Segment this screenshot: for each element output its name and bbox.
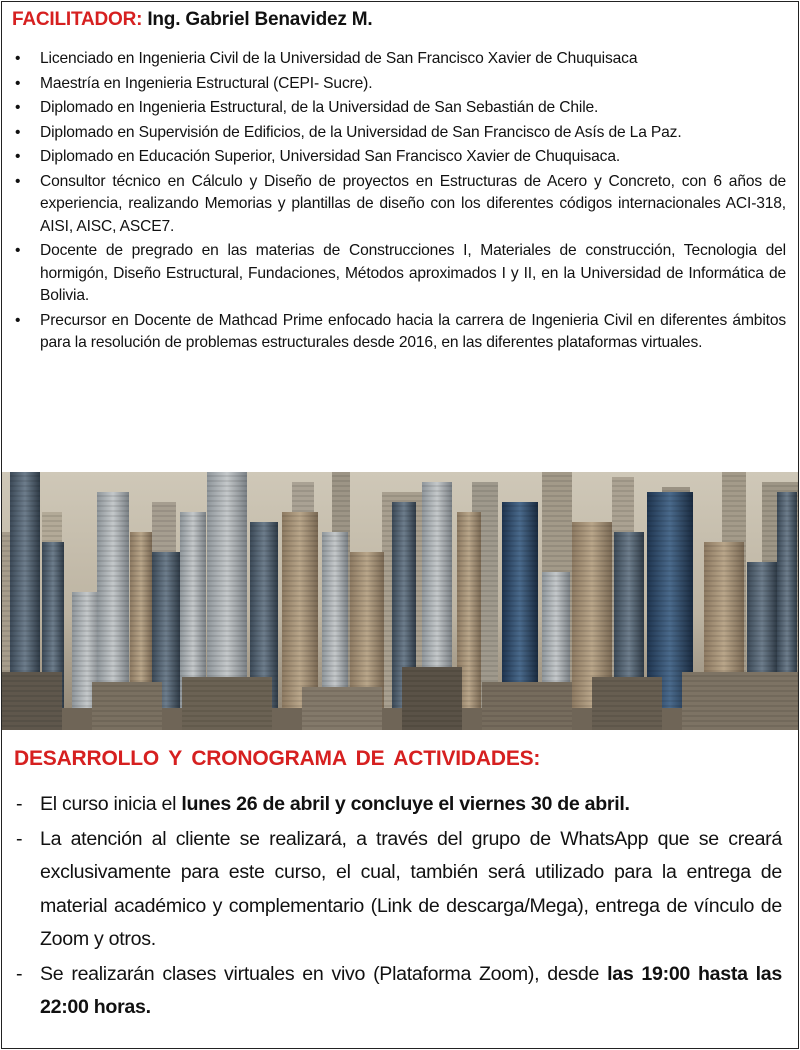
dash-bullet: -: [16, 962, 23, 985]
tower-windows: [482, 682, 572, 730]
bullet-icon: •: [15, 50, 21, 67]
bullet-icon: •: [15, 311, 21, 329]
facilitator-name: Ing. Gabriel Benavidez M.: [142, 9, 373, 30]
activity-item: - El curso inicia el lunes 26 de abril y concluye el viernes 30 de abril.: [14, 788, 782, 822]
tower-windows: [302, 687, 382, 730]
bio-item: • Docente de pregrado en las materias de Construcciones I, Materiales de construcción, Tecnologia del hormigón, Diseño Estructural, Fundaciones, Métodos aproximados I y II, en la Universidad de Informática de Bolivia.: [15, 242, 786, 304]
bullet-icon: •: [15, 123, 21, 141]
bio-item: • Precursor en Docente de Mathcad Prime enfocado hacia la carrera de Ingenieria Civil en diferentes ámbitos para la resolución de problemas estructurales desde 2016, en las diferentes plataformas virtuales.: [15, 311, 786, 351]
dash-bullet: -: [16, 793, 23, 815]
tower-windows: [592, 677, 662, 730]
bio-item: • Diplomado en Ingenieria Estructural, de la Universidad de San Sebastián de Chile.: [14, 97, 786, 120]
tower-windows: [182, 677, 272, 730]
city-skyline-photo: [2, 472, 798, 730]
tower-windows: [402, 667, 462, 730]
bio-item: • Maestría en Ingenieria Estructural (CEPI- Sucre).: [14, 73, 786, 96]
tower-windows: [2, 672, 62, 730]
dash-bullet: -: [16, 827, 23, 850]
skyline-illustration: [2, 472, 798, 730]
bullet-icon: •: [15, 242, 21, 259]
facilitator-bio-list: [14, 48, 786, 357]
activity-item: - Se realizarán clases virtuales en vivo (Plataforma Zoom), desde las 19:00 hasta las 22:00 horas.: [14, 958, 782, 1025]
bio-item: • Diplomado en Supervisión de Edificios, de la Universidad de San Francisco de Asís de La Paz.: [14, 122, 786, 145]
bio-item: • Licenciado en Ingenieria Civil de la Universidad de San Francisco Xavier de Chuquisaca: [14, 48, 786, 71]
bio-item: • Diplomado en Educación Superior, Universidad San Francisco Xavier de Chuquisaca.: [14, 146, 786, 169]
bio-item: • Consultor técnico en Cálculo y Diseño de proyectos en Estructuras de Acero y Concreto, con 6 años de experiencia, realizando Memorias y plantillas de diseño con los diferentes códigos internacionales ACI-318, AISI, AISC, ASCE7.: [15, 172, 786, 235]
activity-item: - La atención al cliente se realizará, a través del grupo de WhatsApp que se creará exclusivamente para este curso, el cual, también será utilizado para la entrega de material académico y complementario (Link de descarga/Mega), entrega de vínculo de Zoom y otros.: [14, 823, 782, 957]
bullet-icon: •: [15, 172, 21, 190]
bullet-icon: •: [15, 148, 21, 165]
facilitator-heading: [12, 9, 372, 31]
activities-list: [14, 788, 782, 1026]
bullet-icon: •: [15, 74, 21, 92]
tower-windows: [92, 682, 162, 730]
bullet-icon: •: [15, 99, 21, 116]
tower-windows: [682, 672, 798, 730]
activities-title: DESARROLLO Y CRONOGRAMA DE ACTIVIDADES:: [14, 747, 541, 770]
facilitator-label: FACILITADOR:: [12, 9, 143, 30]
